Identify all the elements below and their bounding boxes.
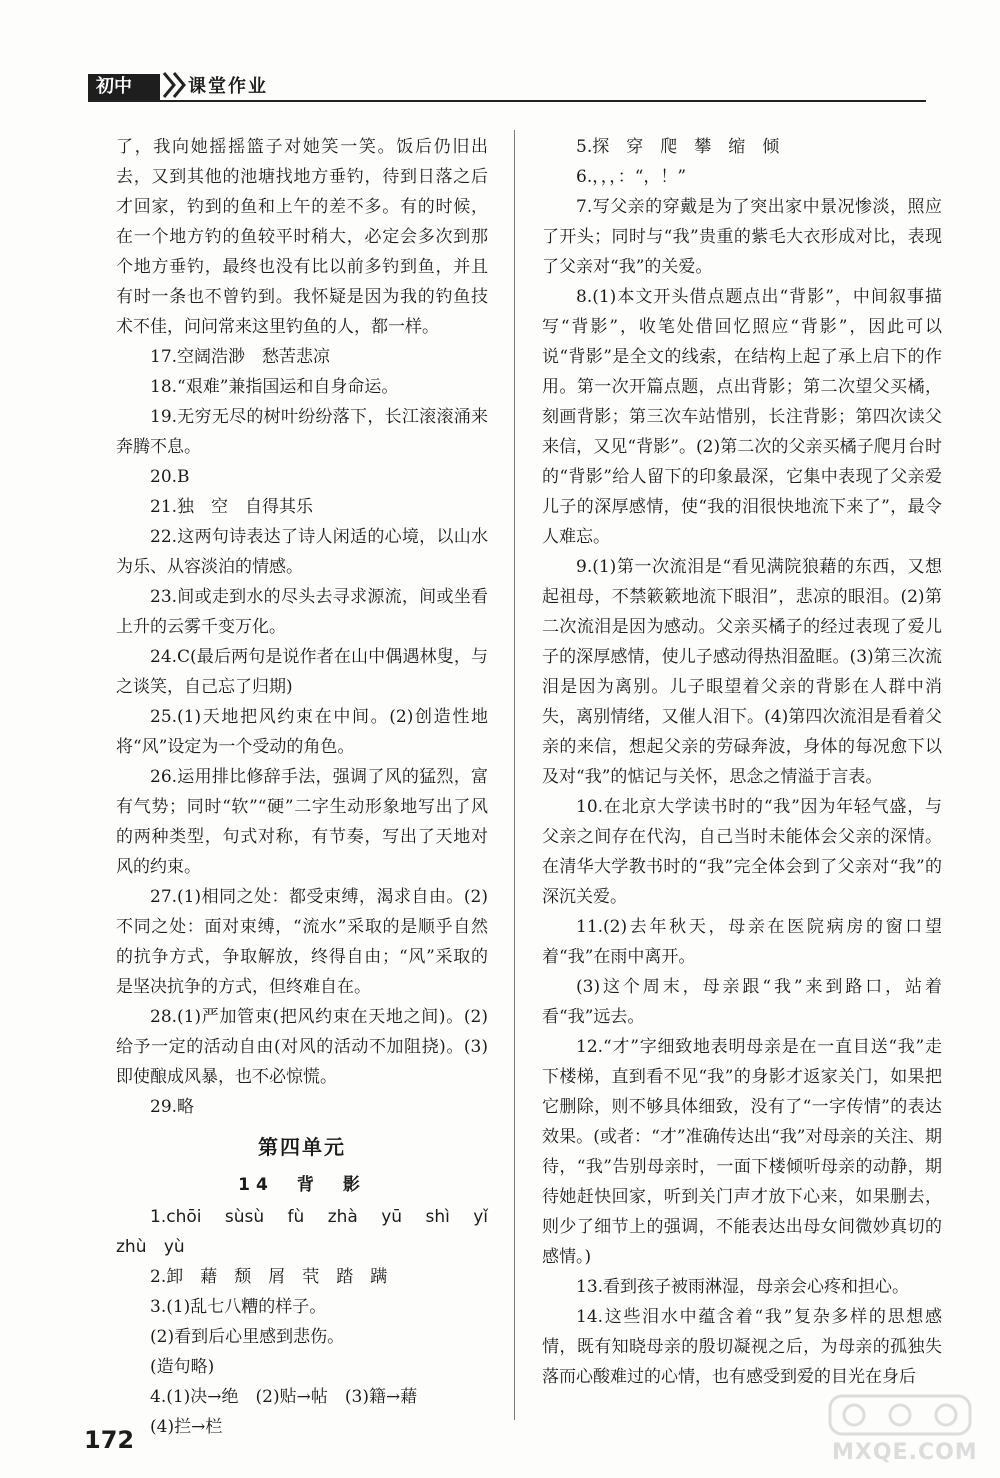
answer-paragraph: 28.(1)严加管束(把风约束在天地之间)。(2)给予一定的活动自由(对风的活动不加阻挠)。(3)即使酿成风暴，也不必惊慌。 <box>116 1007 488 1087</box>
answer-paragraph: 8.(1)本文开头借点题点出“背影”，中间叙事描写“背影”，收笔处借回忆照应“背影”，因此可以说“背影”是全文的线索，在结构上起了承上启下的作用。第一次开篇点题，点出背影；第二次望父买橘，刻画背影；第三次车站惜别，长注背影；第四次读父来信，又见“背影”。(2)第二次的父亲买橘子爬月台时的“背影”给人留下的印象最深，它集中表现了父亲爱儿子的深厚感情，使“我的泪很快地流下来了”，最令人难忘。 <box>542 287 942 547</box>
answer-paragraph: 18.“艰难”兼指国运和自身命运。 <box>150 377 399 397</box>
answer-paragraph: 26.运用排比修辞手法，强调了风的猛烈，富有气势；同时“软”“硬”二字生动形象地写出了风的两种类型，句式对称，有节奏，写出了天地对风的约束。 <box>116 767 488 877</box>
page-header <box>88 56 926 102</box>
double-chevron-icon <box>162 70 190 100</box>
page-number: 172 <box>84 1426 135 1454</box>
series-title: 课堂作业 <box>188 76 268 97</box>
answer-paragraph: 6.，，，：“，！” <box>576 167 687 187</box>
answer-list-before <box>116 132 488 1122</box>
answer-paragraph: 7.写父亲的穿戴是为了突出家中景况惨淡，照应了开头；同时与“我”贵重的紫毛大衣形成对比，表现了父亲对“我”的关爱。 <box>542 197 942 277</box>
right-column <box>542 132 942 1392</box>
answer-paragraph: 29.略 <box>150 1097 195 1117</box>
answer-paragraph: 12.“才”字细致地表明母亲是在一直目送“我”走下楼梯，直到看不见“我”的身影才返家关门，如果把它删除，则不够具体细致，没有了“一字传情”的表达效果。(或者：“才”准确传达出“我”对母亲的关注、期待，“我”告别母亲时，一面下楼倾听母亲的动静，期待她赶快回家，听到关门声才放下心来，如果删去，则少了细节上的强调，不能表达出母女间微妙真切的感情。) <box>542 1037 942 1267</box>
answer-list-after <box>116 1262 488 1442</box>
answer-paragraph: 11.(2)去年秋天，母亲在医院病房的窗口望着“我”在雨中离开。 <box>542 917 942 967</box>
answer-paragraph: 19.无穷无尽的树叶纷纷落下，长江滚滚涌来奔腾不息。 <box>116 407 488 457</box>
answer-paragraph: 22.这两句诗表达了诗人闲适的心境，以山水为乐、从容淡泊的情感。 <box>116 527 488 577</box>
pinyin-answer: 1.chōi sùsù fù zhà yū shì yǐ zhù yù <box>116 1207 488 1257</box>
lesson-title: 14 背 影 <box>238 1175 366 1195</box>
watermark-logo <box>826 1390 976 1438</box>
answer-paragraph: 27.(1)相同之处：都受束缚，渴求自由。(2)不同之处：面对束缚，“流水”采取的是顺乎自然的抗争方式，争取解放，终得自由；“风”采取的是坚决抗争的方式，但终难自在。 <box>116 887 488 997</box>
watermark <box>826 1390 976 1470</box>
answer-paragraph: (4)拦→栏 <box>150 1417 223 1437</box>
answer-paragraph: 20.B <box>150 467 190 487</box>
answer-paragraph: 2.卸 藉 颓 屑 茕 踏 蹒 <box>150 1267 388 1287</box>
answer-paragraph: 4.(1)决→绝 (2)贴→帖 (3)籍→藉 <box>150 1387 418 1407</box>
answer-paragraph: (3)这个周末，母亲跟“我”来到路口，站着看“我”远去。 <box>542 977 942 1027</box>
level-badge: 初中 <box>88 74 160 100</box>
answer-paragraph: 了，我向她摇摇篮子对她笑一笑。饭后仍旧出去，又到其他的池塘找地方垂钓，待到日落之后才回家，钓到的鱼和上午的差不多。有的时候，在一个地方钓的鱼较平时稍大，必定会多次到那个地方垂钓，最终也没有比以前多钓到鱼，并且有时一条也不曾钓到。我怀疑是因为我的钓鱼技术不佳，问问常来这里钓鱼的人，都一样。 <box>116 137 488 337</box>
answer-paragraph: 10.在北京大学读书时的“我”因为年轻气盛，与父亲之间存在代沟，自己当时未能体会父亲的深情。在清华大学教书时的“我”完全体会到了父亲对“我”的深沉关爱。 <box>542 797 942 907</box>
answer-paragraph: 13.看到孩子被雨淋湿，母亲会心疼和担心。 <box>576 1277 910 1297</box>
column-divider <box>514 130 515 1420</box>
left-column <box>116 132 488 1442</box>
answer-paragraph: 24.C(最后两句是说作者在山中偶遇林叟，与之谈笑，自己忘了归期) <box>116 647 488 697</box>
answer-paragraph: 14.这些泪水中蕴含着“我”复杂多样的思想感情，既有知晓母亲的殷切凝视之后，为母亲的孤独失落而心酸难过的心情，也有感受到爱的目光在身后 <box>542 1307 942 1387</box>
header-rule <box>88 100 926 102</box>
unit-title: 第四单元 <box>258 1135 346 1159</box>
answer-paragraph: 17.空阔浩渺 愁苦悲凉 <box>150 347 331 367</box>
answer-paragraph: (造句略) <box>150 1357 215 1377</box>
answer-paragraph: 5.探 穿 爬 攀 缩 倾 <box>576 137 780 157</box>
answer-list-right <box>542 132 942 1392</box>
answer-paragraph: (2)看到后心里感到悲伤。 <box>150 1327 345 1347</box>
answer-paragraph: 23.间或走到水的尽头去寻求源流，间或坐看上升的云雾千变万化。 <box>116 587 488 637</box>
answer-paragraph: 9.(1)第一次流泪是“看见满院狼藉的东西，又想起祖母，不禁簌簌地流下眼泪”，悲凉的眼泪。(2)第二次流泪是因为感动。父亲买橘子的经过表现了爱儿子的深厚感情，使儿子感动得热泪盈眶。(3)第三次流泪是因为离别。儿子眼望着父亲的背影在人群中消失，离别情绪，又催人泪下。(4)第四次流泪是看着父亲的来信，想起父亲的劳碌奔波，身体的每况愈下以及对“我”的惦记与关怀，思念之情溢于言表。 <box>542 557 942 787</box>
answer-paragraph: 25.(1)天地把风约束在中间。(2)创造性地将“风”设定为一个受动的角色。 <box>116 707 488 757</box>
answer-paragraph: 3.(1)乱七八糟的样子。 <box>150 1297 327 1317</box>
answer-paragraph: 21.独 空 自得其乐 <box>150 497 314 517</box>
watermark-url: MXQE.COM <box>832 1440 978 1465</box>
